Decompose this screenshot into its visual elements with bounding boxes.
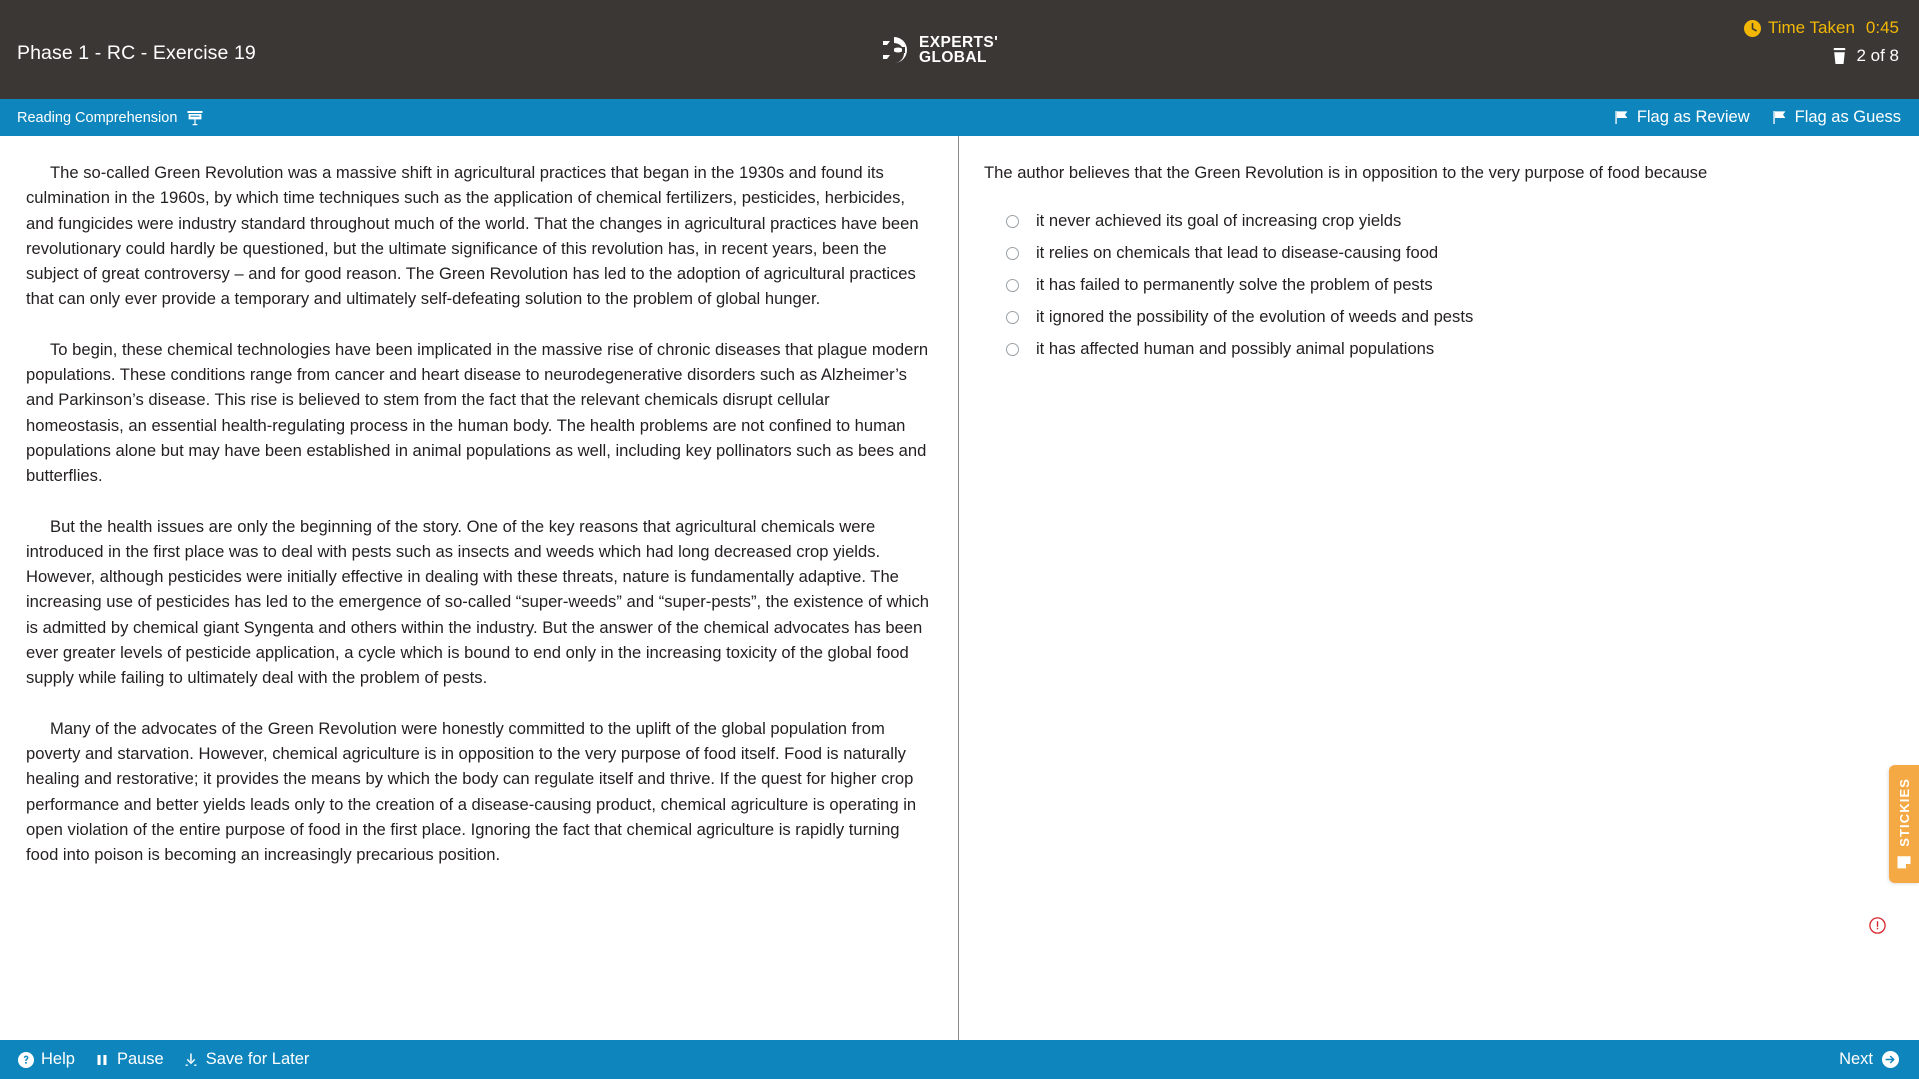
answer-option[interactable] <box>1006 301 1895 333</box>
save-for-later-label: Save for Later <box>205 1050 310 1068</box>
time-taken-label: Time Taken <box>1767 18 1855 37</box>
radio-button[interactable] <box>1006 215 1019 228</box>
logo-line-1: EXPERTS' <box>919 33 999 51</box>
pause-label: Pause <box>116 1050 164 1068</box>
flag-as-review-button[interactable] <box>1614 108 1750 127</box>
passage-paragraph: The so-called Green Revolution was a massive shift in agricultural practices that began in the 1930s and found its culmination in the 1960s, by which time techniques such as the application of chemical fertilizers, pesticides, herbicides, and fungicides were industry standard throughout much of the world. That the changes in agricultural practices have been revolutionary could hardly be questioned, but the ultimate significance of this revolution has, in recent years, been the subject of great controversy – and for good reason. The Green Revolution has led to the adoption of agricultural practices that can only ever provide a temporary and ultimately self-defeating solution to the problem of global hunger. <box>26 163 919 309</box>
arrow-right-circle-icon <box>1882 1051 1899 1068</box>
passage-paragraph: But the health issues are only the beginning of the story. One of the key reasons that agricultural chemicals were introduced in the first place was to deal with pests such as insects and weeds which had long decreased crop yields. However, although pesticides were initially effective in dealing with these threats, nature is fundamentally adaptive. The increasing use of pesticides has led to the emergence of so-called “super-weeds” and “super-pests”, the existence of which is admitted by chemical giant Syngenta and others within the industry. But the answer of the chemical advocates has been ever greater levels of pesticide application, a cycle which is bound to end only in the increasing toxicity of the global food supply while failing to ultimately deal with the problem of pests. <box>26 516 929 688</box>
time-taken-value: 0:45 <box>1865 18 1899 37</box>
pause-button[interactable] <box>94 1050 164 1069</box>
radio-button[interactable] <box>1006 311 1019 324</box>
question-pane <box>959 136 1919 1040</box>
question-circle-icon <box>18 1052 34 1068</box>
logo-line-2: GLOBAL <box>919 49 987 66</box>
stickies-tab-button[interactable] <box>1889 765 1919 883</box>
answer-option-label: it relies on chemicals that lead to disease-causing food <box>1036 243 1439 262</box>
radio-button[interactable] <box>1006 343 1019 356</box>
section-name-text: Reading Comprehension <box>17 109 178 126</box>
passage-paragraph: To begin, these chemical technologies have been implicated in the massive rise of chronic diseases that plague modern populations. These conditions range from cancer and heart disease to neurodegenerative disorders such as Alzheimer’s and Parkinson’s disease. This rise is believed to stem from the fact that the relevant chemicals disrupt cellular homeostasis, an essential health-regulating process in the human body. The health problems are not confined to human populations alone but may have been established in animal populations as well, including key pollinators such as bees and butterflies. <box>26 339 929 486</box>
answer-option[interactable] <box>1006 237 1895 269</box>
answer-option[interactable] <box>1006 333 1895 365</box>
brand-logo-text <box>919 35 998 66</box>
page-title: Phase 1 - RC - Exercise 19 <box>17 42 256 64</box>
question-progress-text: 2 of 8 <box>1856 46 1899 65</box>
help-label: Help <box>41 1050 75 1068</box>
passage-paragraph: Many of the advocates of the Green Revolution were honestly committed to the uplift of the global population from poverty and starvation. However, chemical agriculture is in opposition to the very purpose of food itself. Food is naturally healing and restorative; it provides the means by which the body can regulate itself and thrive. If the quest for higher crop performance and better yields leads only to the creation of a disease-causing product, chemical agriculture is operating in open violation of the entire purpose of food in the first place. Ignoring the fact that chemical agriculture is rapidly turning food into poison is becoming an increasingly precarious position. <box>26 718 917 865</box>
time-taken <box>1744 18 1899 38</box>
sticky-note-icon <box>1896 854 1912 870</box>
brand-logo <box>880 34 998 66</box>
passage-pane <box>0 136 959 1040</box>
bucket-icon <box>1831 47 1848 65</box>
question-stem: The author believes that the Green Revolution is in opposition to the very purpose of food because <box>984 163 1708 182</box>
experts-global-logo-icon <box>880 34 910 66</box>
next-button[interactable] <box>1839 1050 1899 1069</box>
presentation-board-icon <box>186 109 204 127</box>
top-header-bar <box>0 0 1919 99</box>
exclamation-circle-icon[interactable] <box>1869 917 1886 934</box>
flag-icon <box>1772 110 1787 125</box>
save-for-later-button[interactable] <box>183 1050 310 1069</box>
bottom-toolbar-actions <box>18 1050 309 1069</box>
help-button[interactable] <box>18 1050 75 1069</box>
stickies-label: STICKIES <box>1896 778 1912 847</box>
answer-option[interactable] <box>1006 205 1895 237</box>
flag-as-guess-label: Flag as Guess <box>1794 108 1901 126</box>
bottom-toolbar <box>0 1040 1919 1079</box>
answer-option[interactable] <box>1006 269 1895 301</box>
question-progress <box>1744 46 1899 66</box>
download-icon <box>183 1052 199 1068</box>
flag-as-guess-button[interactable] <box>1772 108 1901 127</box>
answer-option-label: it has affected human and possibly animal populations <box>1036 339 1435 358</box>
timer-and-progress <box>1744 18 1899 66</box>
clock-icon <box>1744 20 1761 37</box>
section-bar <box>0 99 1919 136</box>
flag-as-review-label: Flag as Review <box>1636 108 1750 126</box>
answer-option-label: it never achieved its goal of increasing crop yields <box>1036 211 1402 230</box>
pause-icon <box>94 1052 110 1068</box>
section-name <box>17 109 204 127</box>
radio-button[interactable] <box>1006 279 1019 292</box>
next-label: Next <box>1839 1050 1873 1068</box>
radio-button[interactable] <box>1006 247 1019 260</box>
flag-actions <box>1614 108 1901 127</box>
flag-icon <box>1614 110 1629 125</box>
answer-option-label: it has failed to permanently solve the problem of pests <box>1036 275 1433 294</box>
main-content <box>0 136 1919 1040</box>
answer-options-list <box>984 205 1895 365</box>
answer-option-label: it ignored the possibility of the evolution of weeds and pests <box>1036 307 1474 326</box>
